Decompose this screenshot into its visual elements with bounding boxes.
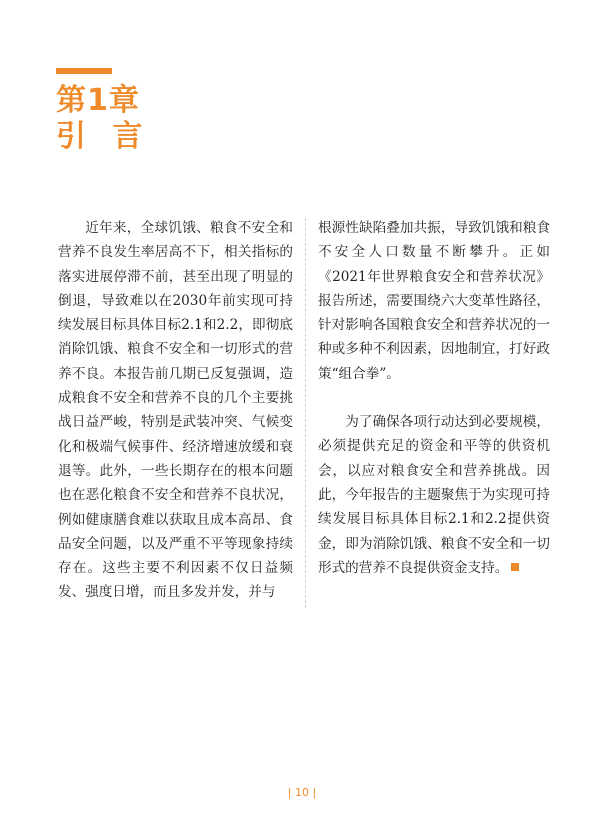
body-paragraph-2-text: 为了确保各项行动达到必要规模，必须提供充足的资金和平等的供资机会，以应对粮食安全和营养挑战。因此，今年报告的主题聚焦于为实现可持续发展目标具体目标2.1和2.2提供资金，即为消除饥饿、粮食不安全和一切形式的营养不良提供资金支持。: [318, 414, 550, 576]
right-column: [318, 216, 550, 580]
page-number-value: 10: [295, 786, 309, 799]
left-column: [58, 216, 293, 605]
chapter-title: 引 言: [56, 119, 151, 154]
page-number: [0, 786, 604, 799]
chapter-number: 第1章: [56, 83, 140, 118]
page-number-left-separator: |: [287, 786, 292, 799]
body-paragraph-1: 近年来，全球饥饿、粮食不安全和营养不良发生率居高不下，相关指标的落实进展停滞不前，甚至出现了明显的倒退，导致难以在2030年前实现可持续发展目标具体目标2.1和2.2，即彻底消除饥饿、粮食不安全和一切形式的营养不良。本报告前几期已反复强调，造成粮食不安全和营养不良的几个主要挑战日益严峻，特别是武装冲突、气候变化和极端气候事件、经济增速放缓和衰退等。此外，一些长期存在的根本问题也在恶化粮食不安全和营养不良状况，例如健康膳食难以获取且成本高昂、食品安全问题，以及严重不平等现象持续存在。这些主要不利因素不仅日益频发、强度日增，而且多发并发，并与: [58, 220, 293, 601]
body-paragraph-2: [318, 410, 550, 580]
chapter-accent-bar: [56, 68, 112, 74]
body-paragraph-1-continued: 根源性缺陷叠加共振，导致饥饿和粮食不安全人口数量不断攀升。正如《2021年世界粮食安全和营养状况》报告所述，需要围绕六大变革性路径，针对影响各国粮食安全和营养状况的一种或多种不利因素，因地制宜，打好政策“组合拳”。: [318, 220, 550, 382]
end-of-article-mark: [511, 563, 519, 571]
column-divider: [305, 218, 306, 608]
page-number-right-separator: |: [312, 786, 317, 799]
